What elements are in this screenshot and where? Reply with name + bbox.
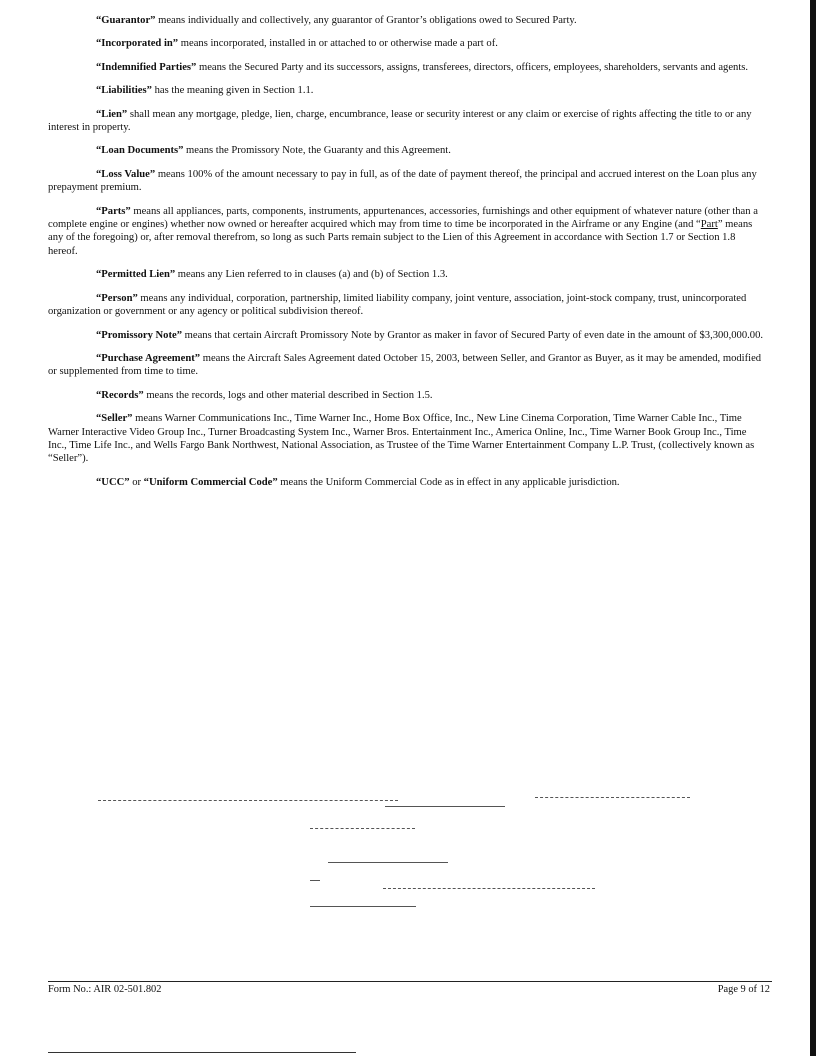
scan-artifact-line: [98, 800, 398, 801]
definition-indemnified-parties: “Indemnified Parties” means the Secured Party and its successors, assigns, transferees, directors, officers, employees, shareholders, servants and agents.: [96, 61, 749, 73]
definition-ucc: “UCC” or “Uniform Commercial Code” means the Uniform Commercial Code as in effect in any applicable jurisdiction.: [96, 476, 620, 488]
scan-artifact-line: [328, 862, 448, 863]
form-number: Form No.: AIR 02-501.802: [48, 984, 162, 995]
scan-artifact-line: [310, 880, 320, 881]
definition-lien: “Lien” shall mean any mortgage, pledge, lien, charge, encumbrance, lease or security interest or any claim or exercise of rights affecting the title to or any interest in property.: [48, 108, 752, 134]
definition-purchase-agreement: “Purchase Agreement” means the Aircraft Sales Agreement dated October 15, 2003, between Seller, and Grantor as Buyer, as it may be amended, modified or supplemented from time to time.: [48, 352, 762, 378]
definition-loss-value: “Loss Value” means 100% of the amount necessary to pay in full, as of the date of payment thereof, the principal and accrued interest on the Loan plus any prepayment premium.: [48, 168, 757, 194]
definition-seller: “Seller” means Warner Communications Inc., Time Warner Inc., Home Box Office, Inc., New Line Cinema Corporation, Time Warner Cable Inc., Time Warner Interactive Video Group Inc., Turner Broadcasting System Inc., Warner Bros. Entertainment Inc., America Online, Inc., Time Warner Book Group Inc., Time Inc., Time Life Inc., and Wells Fargo Bank Northwest, National Association, as Trustee of the Time Warner Entertainment Company L.P. Trust, (collectively known as “Seller”).: [48, 413, 755, 465]
definition-records: “Records” means the records, logs and other material described in Section 1.5.: [96, 389, 433, 401]
page-edge-bar: [810, 0, 816, 1056]
scan-artifact-line: [310, 828, 415, 829]
definition-incorporated-in: “Incorporated in” means incorporated, installed in or attached to or otherwise made a part of.: [96, 38, 498, 50]
bottom-rule: [48, 1052, 356, 1053]
scan-artifact-line: [385, 806, 505, 807]
definition-loan-documents: “Loan Documents” means the Promissory Note, the Guaranty and this Agreement.: [96, 145, 451, 157]
footer-rule: [48, 981, 772, 982]
definition-permitted-lien: “Permitted Lien” means any Lien referred to in clauses (a) and (b) of Section 1.3.: [96, 269, 448, 281]
definition-promissory-note: “Promissory Note” means that certain Aircraft Promissory Note by Grantor as maker in favor of Secured Party of even date in the amount of $3,300,000.00.: [96, 329, 764, 341]
page-number: Page 9 of 12: [717, 984, 770, 995]
definitions-body: [48, 14, 764, 499]
definition-parts: “Parts” means all appliances, parts, components, instruments, appurtenances, accessories, furnishings and other equipment of whatever nature (other than a complete engine or engines) whether now owned or hereafter acquired which may from time to time be incorporated in the Airframe or any Engine (and “Part” means any of the foregoing) or, after removal therefrom, so long as such Parts remain subject to the Lien of this Agreement in accordance with Section 1.7 or Section 1.8 hereof.: [48, 205, 758, 257]
definition-liabilities: “Liabilities” has the meaning given in Section 1.1.: [96, 85, 314, 97]
definition-guarantor: “Guarantor” means individually and collectively, any guarantor of Grantor’s obligations owed to Secured Party.: [96, 15, 577, 26]
definition-person: “Person” means any individual, corporation, partnership, limited liability company, joint venture, association, joint-stock company, trust, unincorporated organization or government or any agency or political subdivision thereof.: [48, 292, 747, 318]
scan-artifact-line: [535, 797, 690, 798]
scan-artifact-line: [310, 906, 416, 907]
scan-artifact-line: [383, 888, 595, 889]
